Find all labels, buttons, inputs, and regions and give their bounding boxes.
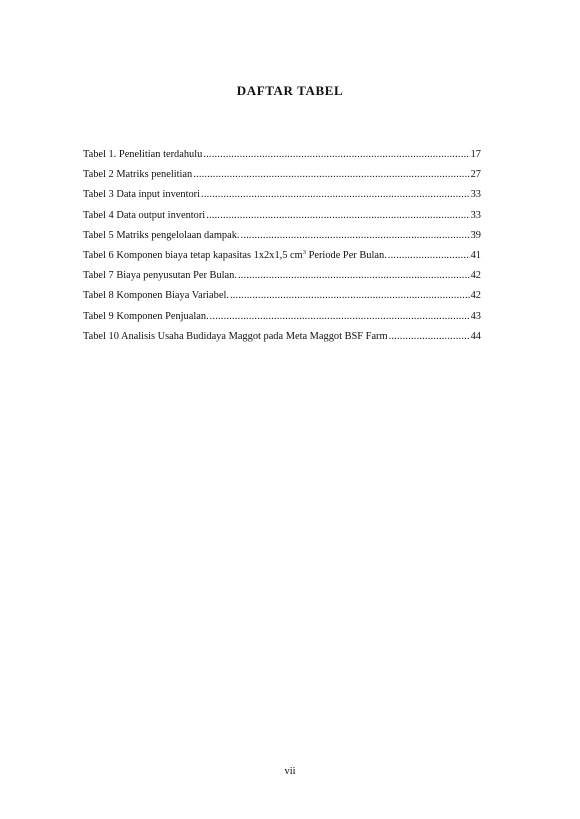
toc-leader-dots [203,145,469,165]
toc-entry-label-text: Periode Per Bulan. [305,249,387,261]
page-title: DAFTAR TABEL [236,83,344,98]
toc-leader-dots [241,226,470,246]
toc-entry-label: Tabel 7 Biaya penyusutan Per Bulan. [83,270,237,282]
toc-leader-dots [210,307,470,327]
toc-entry-page: 42 [470,290,481,302]
toc-entry-page: 43 [470,310,481,322]
toc-entry[interactable] [83,226,481,246]
toc-entry[interactable] [83,286,481,306]
toc-entry[interactable] [83,185,481,205]
toc-entry[interactable] [83,165,481,185]
toc-entry[interactable] [83,266,481,286]
toc-entry-page: 33 [470,189,481,201]
toc-entry[interactable] [83,246,481,266]
toc-entry-page: 41 [470,249,481,261]
toc-entry-label: Tabel 2 Matriks penelitian [83,169,193,181]
toc-entry-label: Tabel 3 Data input inventori [83,189,201,201]
toc-entry-page: 42 [470,270,481,282]
toc-entry[interactable] [83,307,481,327]
toc-entry[interactable] [83,327,481,347]
table-of-tables [83,145,481,347]
toc-entry-page: 39 [470,229,481,241]
toc-entry-label: Tabel 8 Komponen Biaya Variabel. [83,290,229,302]
toc-entry-label: Tabel 9 Komponen Penjualan. [83,310,209,322]
toc-entry[interactable] [83,145,481,165]
toc-leader-dots [238,266,470,286]
toc-entry-page: 17 [470,149,481,160]
superscript-exponent: 3 [302,248,306,256]
toc-leader-dots [206,206,469,226]
toc-entry[interactable] [83,206,481,226]
toc-leader-dots [201,185,470,205]
page-number: vii [284,766,296,777]
toc-entry-page: 27 [470,169,481,181]
toc-entry-page: 33 [470,209,481,221]
toc-entry-label: Tabel 5 Matriks pengelolaan dampak. [83,229,240,241]
toc-entry-label: Tabel 4 Data output inventori [83,209,206,221]
toc-entry-label: Tabel 1. Penelitian terdahulu [83,149,203,160]
toc-leader-dots [388,246,470,266]
toc-leader-dots [389,327,470,347]
toc-leader-dots [230,286,470,306]
toc-entry-page: 44 [470,330,481,342]
toc-entry-label-text: Tabel 6 Komponen biaya tetap kapasitas 1x2x1,5 cm [83,249,303,261]
toc-leader-dots [193,165,469,185]
toc-entry-label: Tabel 10 Analisis Usaha Budidaya Maggot pada Meta Maggot BSF Farm [83,330,388,342]
toc-entry-label [83,246,387,266]
